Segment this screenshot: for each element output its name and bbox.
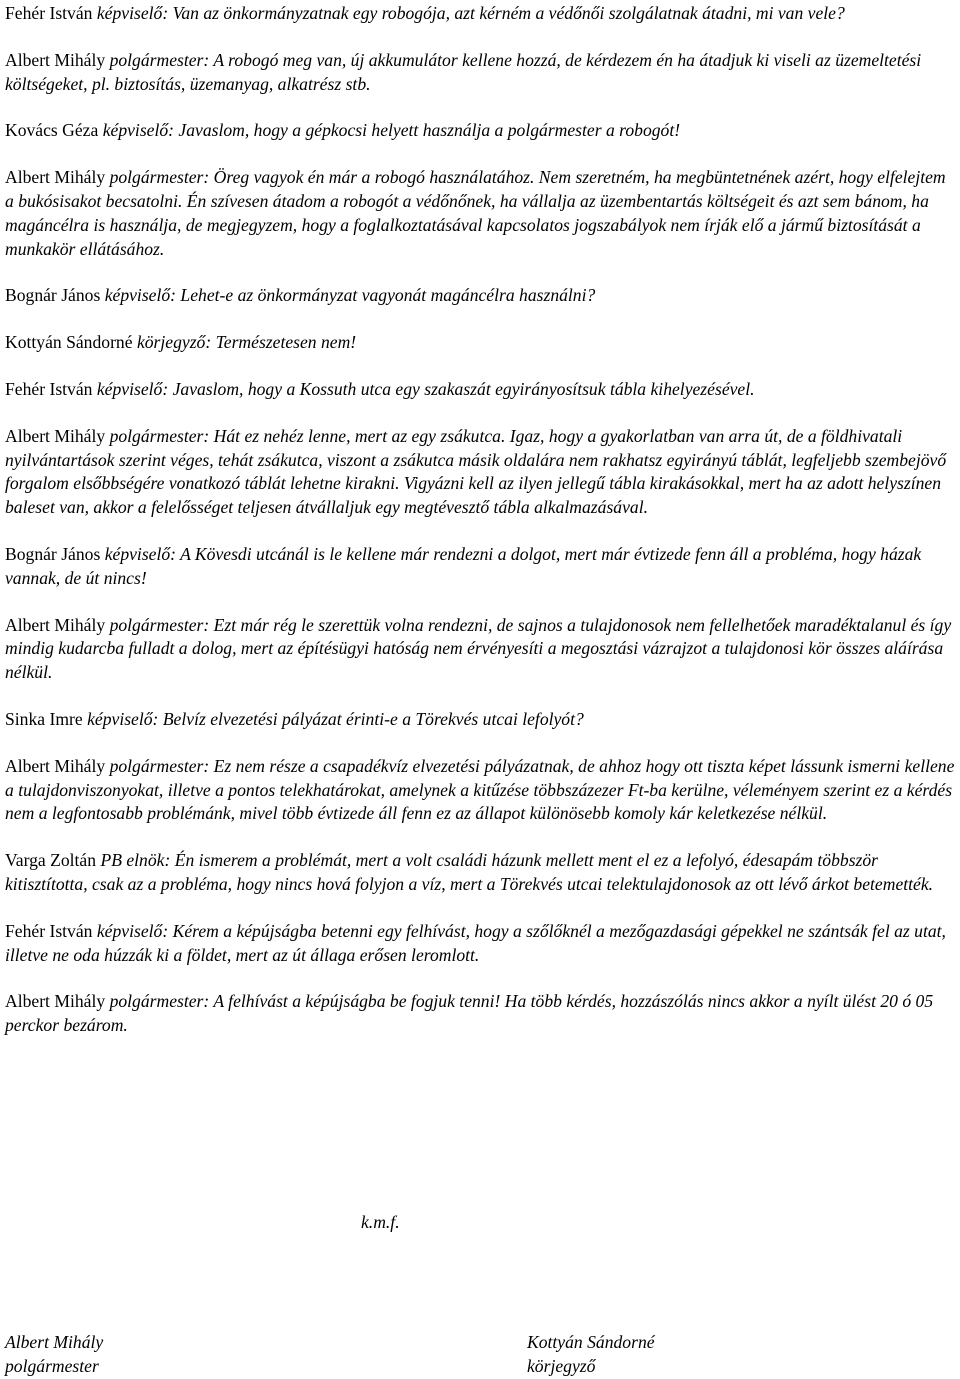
speaker-role: képviselő <box>87 708 153 729</box>
minutes-paragraph <box>5 284 955 308</box>
speaker-role: polgármester <box>109 614 204 635</box>
speaker-name: Fehér István <box>5 378 93 399</box>
speech-text: Ezt már rég le szerettük volna rendezni, de sajnos a tulajdonosok nem fellelhetőek maradéktalanul és így mindig kudarcba fulladt a dolog, mert az építésügyi hatóság nem érvényesíti a megosztási vázrajzot a tulajdonosi kör összes aláírása nélkül. <box>5 614 952 683</box>
speech-text: A robogó meg van, új akkumulátor kellene hozzá, de kérdezem én ha átadjuk ki viseli az üzemeltetési költségeket, pl. biztosítás, üzemanyag, alkatrész stb. <box>5 49 922 94</box>
colon-separator: : <box>203 425 214 446</box>
colon-separator: : <box>203 167 214 188</box>
minutes-paragraph <box>5 920 955 968</box>
speaker-name: Fehér István <box>5 920 93 941</box>
colon-separator: : <box>203 49 214 70</box>
minutes-paragraph <box>5 49 955 97</box>
speaker-name: Albert Mihály <box>5 614 106 635</box>
colon-separator: : <box>164 850 175 871</box>
minutes-paragraph <box>5 990 955 1038</box>
speaker-role: körjegyző <box>136 332 206 353</box>
minutes-paragraph <box>5 849 955 897</box>
minutes-paragraph <box>5 166 955 261</box>
speech-text: Természetesen nem! <box>215 332 357 353</box>
speaker-name: Albert Mihály <box>5 167 106 188</box>
colon-separator: : <box>168 120 179 141</box>
signature-notary <box>527 1330 655 1378</box>
minutes-paragraph <box>5 614 955 685</box>
speaker-name: Albert Mihály <box>5 49 106 70</box>
speaker-role: polgármester <box>109 991 204 1012</box>
speaker-name: Kottyán Sándorné <box>5 332 133 353</box>
speech-text: Hát ez nehéz lenne, mert az egy zsákutca. Igaz, hogy a gyakorlatban van arra út, de a földhivatali nyilvántartások szerint véges, tehát zsákutca, viszont a zsákutca másik oldalára nem rakhatsz egyirányú táblát, legfeljebb szembejövő forgalom elsőbbségére vonatkozó táblát lehetne kirakni. Vigyázni kell az ilyen jellegű tábla kirakásokkal, mert ha az adott helyszínen baleset van, akkor a felelősséget teljesen átvállaljuk egy megtévesztő tábla alkalmazásával. <box>5 425 947 518</box>
speaker-name: Kovács Géza <box>5 120 99 141</box>
minutes-paragraph <box>5 543 955 591</box>
minutes-paragraph <box>5 2 955 26</box>
kmf-closing: k.m.f. <box>361 1212 400 1232</box>
speech-text: Ez nem része a csapadékvíz elvezetési pályázatnak, de ahhoz hogy ott tiszta képet lássunk ismerni kellene a tulajdonviszonyokat, illetve a pontos telekhatárokat, amelynek a kitűzése többszázezer Ft-ba kerülne, véleményem szerint ez a kérdés nem a legfontosabb problémánk, mivel több évtizede áll fenn ez az állapot különösebb komoly kár keletkezése nélkül. <box>5 755 955 824</box>
speaker-name: Albert Mihály <box>5 755 106 776</box>
signature-mayor <box>5 1330 103 1378</box>
speaker-name: Albert Mihály <box>5 425 106 446</box>
minutes-paragraph <box>5 425 955 520</box>
colon-separator: : <box>162 920 173 941</box>
speech-text: Javaslom, hogy a gépkocsi helyett használja a polgármester a robogót! <box>178 120 681 141</box>
speaker-role: polgármester <box>109 425 204 446</box>
speaker-name: Varga Zoltán <box>5 850 97 871</box>
speaker-role: képviselő <box>96 920 163 941</box>
minutes-paragraph <box>5 331 955 355</box>
speaker-role: képviselő <box>96 3 163 23</box>
colon-separator: : <box>203 991 214 1012</box>
speech-text: Javaslom, hogy a Kossuth utca egy szakaszát egyirányosítsuk tábla kihelyezésével. <box>172 378 755 399</box>
colon-separator: : <box>205 332 216 353</box>
speaker-name: Albert Mihály <box>5 991 106 1012</box>
minutes-body <box>5 2 955 1061</box>
speech-text: Lehet-e az önkormányzat vagyonát magáncélra használni? <box>180 285 596 306</box>
signature-title: polgármester <box>5 1356 99 1376</box>
signature-name: Kottyán Sándorné <box>527 1332 655 1352</box>
speaker-role: képviselő <box>104 285 171 306</box>
colon-separator: : <box>170 285 181 306</box>
speaker-name: Bognár János <box>5 543 101 564</box>
speech-text: Én ismerem a problémát, mert a volt családi házunk mellett ment el ez a lefolyó, édesapám többször kitisztította, csak az a probléma, hogy nincs hová folyjon a víz, mert a Törekvés utcai telektulajdonosok az ott lévő árkot betemették. <box>5 850 934 894</box>
speech-text: Belvíz elvezetési pályázat érinti-e a Törekvés utcai lefolyót? <box>162 708 584 729</box>
minutes-paragraph <box>5 119 955 143</box>
colon-separator: : <box>203 755 214 776</box>
speaker-name: Sinka Imre <box>5 708 83 729</box>
minutes-paragraph <box>5 378 955 402</box>
colon-separator: : <box>170 543 181 564</box>
colon-separator: : <box>162 378 173 399</box>
speaker-name: Bognár János <box>5 285 101 306</box>
colon-separator: : <box>203 614 214 635</box>
speaker-role: polgármester <box>109 49 204 70</box>
signature-name: Albert Mihály <box>5 1332 104 1352</box>
signature-title: körjegyző <box>527 1356 596 1376</box>
speech-text: Van az önkormányzatnak egy robogója, azt kérném a védőnői szolgálatnak átadni, mi van vele? <box>172 3 845 23</box>
speaker-role: képviselő <box>96 378 163 399</box>
speaker-name: Fehér István <box>5 3 93 23</box>
speaker-role: PB elnök <box>100 850 165 871</box>
colon-separator: : <box>162 3 173 23</box>
speaker-role: polgármester <box>109 755 204 776</box>
speech-text: Kérem a képújságba betenni egy felhívást, hogy a szőlőknél a mezőgazdasági gépekkel ne szántsák fel az utat, illetve ne oda húzzák ki a földet, mert az út állaga erősen leromlott. <box>5 920 946 965</box>
colon-separator: : <box>152 708 163 729</box>
speaker-role: polgármester <box>109 167 204 188</box>
speaker-role: képviselő <box>102 120 169 141</box>
speech-text: A felhívást a képújságba be fogjuk tenni! Ha több kérdés, hozzászólás nincs akkor a nyílt ülést 20 ó 05 perckor bezárom. <box>5 991 934 1036</box>
minutes-paragraph <box>5 708 955 732</box>
speaker-role: képviselő <box>104 543 171 564</box>
speech-text: A Kövesdi utcánál is le kellene már rendezni a dolgot, mert már évtizede fenn áll a probléma, hogy házak vannak, de út nincs! <box>5 543 922 588</box>
speech-text: Öreg vagyok én már a robogó használatához. Nem szeretném, ha megbüntetnének azért, hogy elfelejtem a bukósisakot becsatolni. Én szívesen átadom a robogót a védőnőnek, ha vállalja az üzembentartás költségeit és azt sem bánom, ha magáncélra is használja, de megjegyzem, hogy a foglalkoztatásával kapcsolatos jogszabályok nem írják elő a jármű biztosítását a munkakör ellátásához. <box>5 167 946 259</box>
minutes-paragraph <box>5 755 955 826</box>
